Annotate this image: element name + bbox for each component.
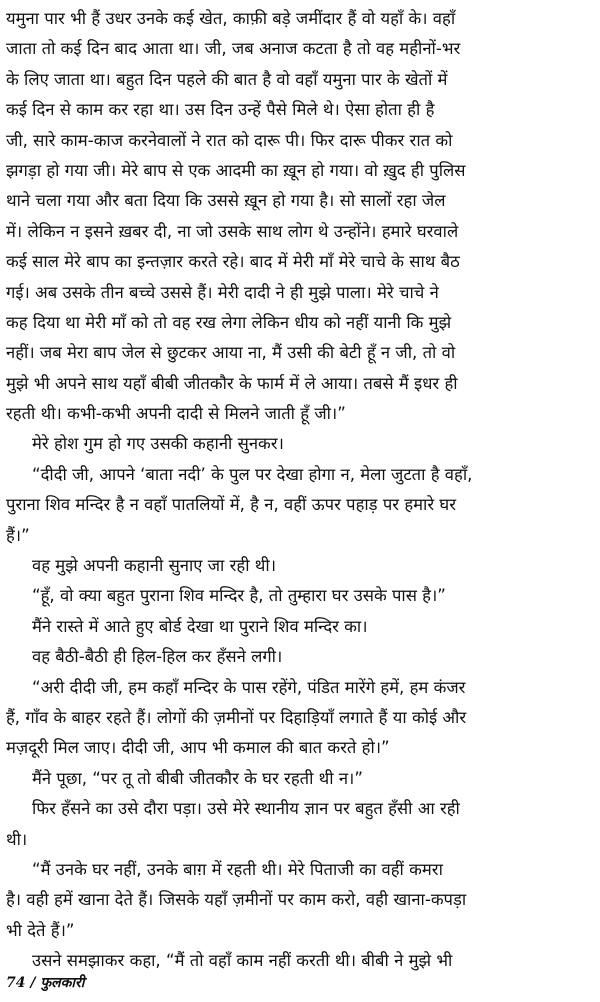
text-line: मैंने रास्ते में आते हुए बोर्ड देखा था पुराने शिव मन्दिर का। [32, 616, 368, 636]
text-line: जाता तो कई दिन बाद आता था। जी, जब अनाज कटता है तो वह महीनों-भर [6, 39, 461, 59]
text-line: झगड़ा हो गया जी। मेरे बाप से एक आदमी का ख़ून हो गया। वो ख़ुद ही पुलिस [6, 160, 466, 180]
text-line: “मैं उनके घर नहीं, उनके बाग़ में रहती थी। मेरे पिताजी का वहीं कमरा [32, 859, 443, 879]
text-line: मेरे होश गुम हो गए उसकी कहानी सुनकर। [32, 434, 284, 454]
text-line: भी देते हैं।” [6, 920, 75, 940]
body-text [6, 4, 592, 971]
text-line: में। लेकिन न इसने ख़बर दी, ना जो उसके साथ लोग थे उन्होंने। हमारे घरवाले [6, 221, 459, 241]
text-line: के लिए जाता था। बहुत दिन पहले की बात है वो वहाँ यमुना पार के खेतों में [6, 69, 448, 89]
text-line: रहती थी। कभी-कभी अपनी दादी से मिलने जाती हूँ जी।” [6, 404, 346, 424]
text-line: नहीं। जब मेरा बाप जेल से छुटकर आया ना, मैं उसी की बेटी हूँ न जी, तो वो [6, 343, 456, 363]
text-line: वह मुझे अपनी कहानी सुनाए जा रही थी। [32, 556, 276, 576]
text-line: थाने चला गया और बता दिया कि उससे ख़ून हो गया है। सो सालों रहा जेल [6, 191, 446, 211]
page-footer: 74 / फुलकारी [6, 975, 85, 991]
text-line: “दीदी जी, आपने ‘बाता नदी’ के पुल पर देखा होगा न, मेला जुटता है वहाँ, [32, 464, 473, 484]
text-line: फिर हँसने का उसे दौरा पड़ा। उसे मेरे स्थानीय ज्ञान पर बहुत हँसी आ रही [32, 799, 460, 819]
text-line: मैंने पूछा, “पर तू तो बीबी जीतकौर के घर रहती थी न।” [32, 768, 363, 788]
text-line: कह दिया था मेरी माँ को तो वह रख लेगा लेकिन धीय को नहीं यानी कि मुझे [6, 312, 452, 332]
text-line: “हूँ, वो क्या बहुत पुराना शिव मन्दिर है, तो तुम्हारा घर उसके पास है।” [32, 586, 446, 606]
text-line: कई साल मेरे बाप का इन्तज़ार करते रहे। बाद में मेरी माँ मेरे चाचे के साथ बैठ [6, 252, 460, 272]
text-line: यमुना पार भी हैं उधर उनके कई खेत, काफ़ी बड़े जमींदार हैं वो यहाँ के। वहाँ [6, 9, 456, 28]
text-line: उसने समझाकर कहा, “मैं तो वहाँ काम नहीं करती थी। बीबी ने मुझे भी [32, 951, 453, 971]
text-line: थी। [6, 829, 28, 849]
text-line: हैं, गाँव के बाहर रहते हैं। लोगों की ज़मीनों पर दिहाड़ियाँ लगाते हैं या कोई और [6, 707, 467, 727]
text-line: “अरी दीदी जी, हम कहाँ मन्दिर के पास रहेंगे, पंडित मारेंगे हमें, हम कंजर [32, 677, 466, 697]
text-line: मज़दूरी मिल जाए। दीदी जी, आप भी कमाल की बात करते हो।” [6, 738, 390, 758]
text-line: कई दिन से काम कर रहा था। उस दिन उन्हें पैसे मिले थे। ऐसा होता ही है [6, 100, 435, 120]
text-line: जी, सारे काम-काज करनेवालों ने रात को दारू पी। फिर दारू पीकर रात को [6, 130, 453, 150]
text-line: पुराना शिव मन्दिर है न वहाँ पातलियों में, है न, वहीं ऊपर पहाड़ पर हमारे घर [6, 495, 457, 515]
text-line: मुझे भी अपने साथ यहाँ बीबी जीतकौर के फार्म में ले आया। तबसे मैं इधर ही [6, 373, 458, 393]
text-line: गई। अब उसके तीन बच्चे उससे हैं। मेरी दादी ने ही मुझे पाला। मेरे चाचे ने [6, 282, 439, 302]
text-line: वह बैठी-बैठी ही हिल-हिल कर हँसने लगी। [32, 647, 283, 667]
text-line: हैं।” [6, 525, 30, 545]
text-line: है। वही हमें खाना देते हैं। जिसके यहाँ ज़मीनों पर काम करो, वही खाना-कपड़ा [6, 890, 467, 910]
